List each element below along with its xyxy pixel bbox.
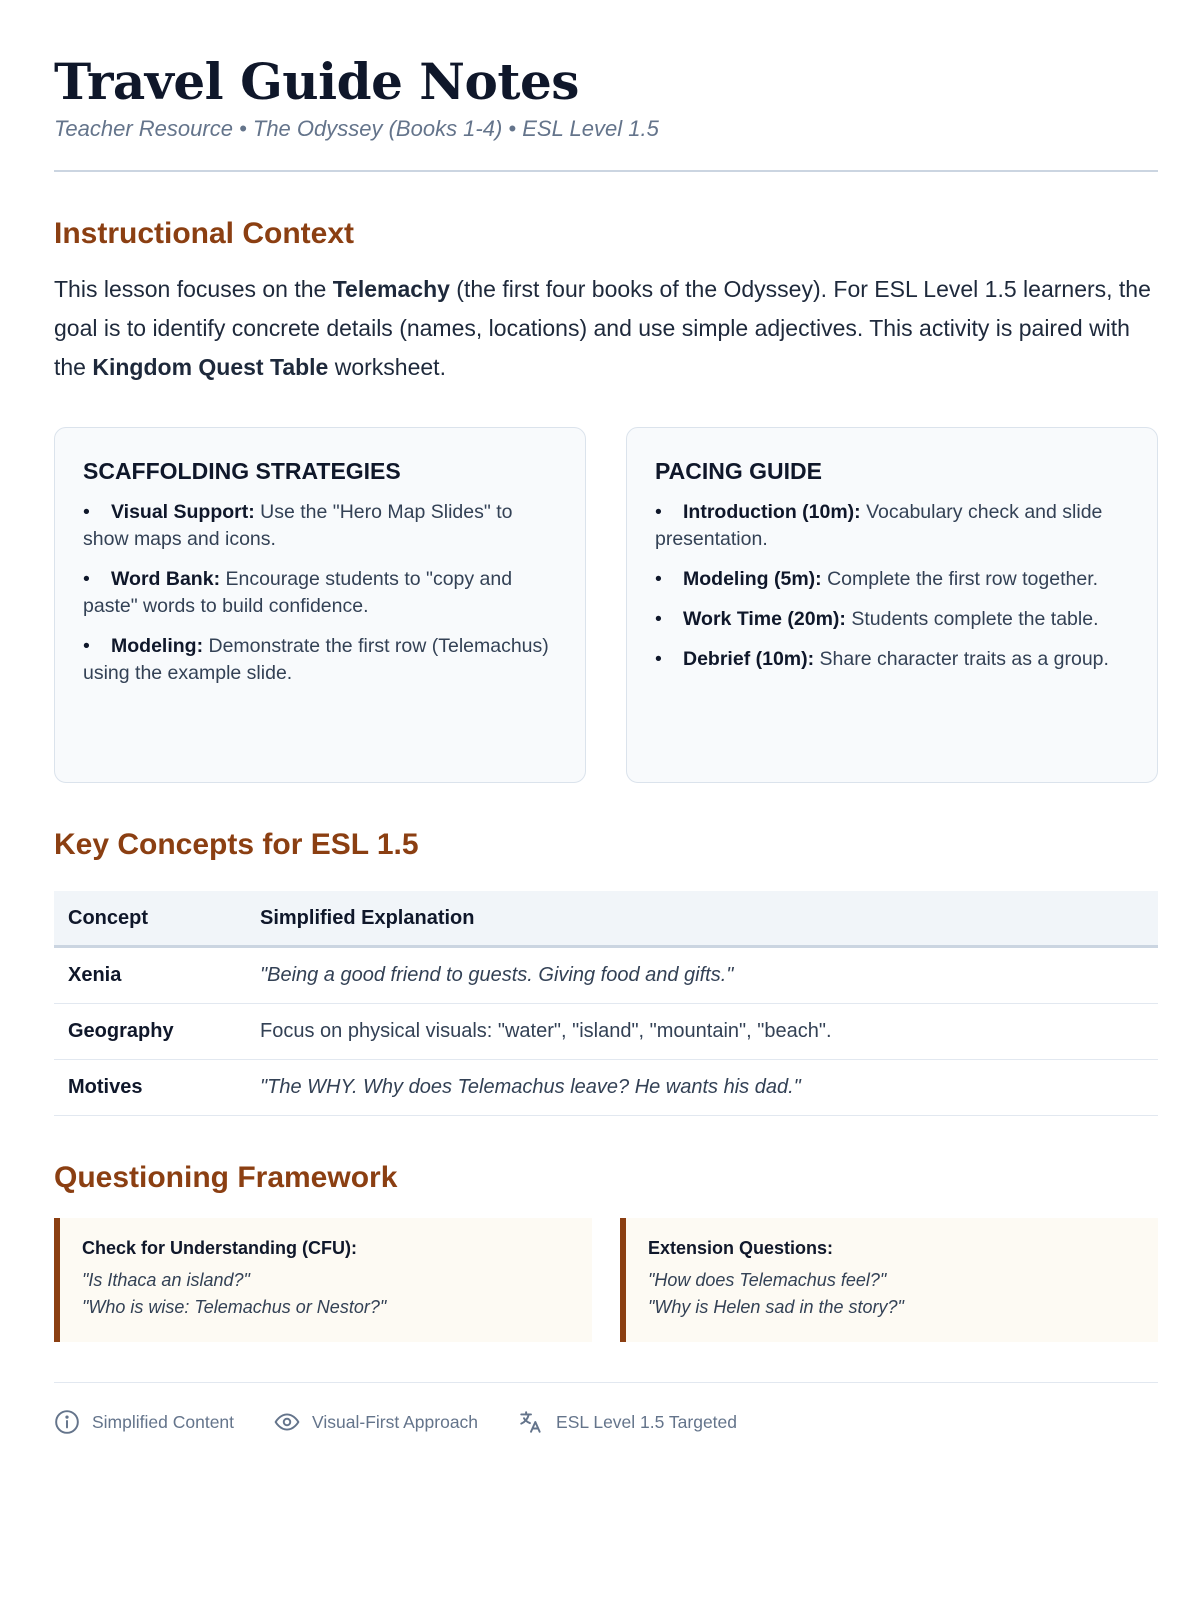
bullet-icon: • — [655, 608, 662, 630]
concept-cell: Geography — [54, 1004, 246, 1060]
item-text: Complete the first row together. — [821, 568, 1099, 590]
context-paragraph — [54, 270, 1158, 387]
item-label: Modeling: — [111, 635, 204, 657]
strategy-cards — [54, 427, 1158, 783]
explanation-cell: "The WHY. Why does Telemachus leave? He wants his dad." — [246, 1060, 1158, 1116]
context-bold-kingdom-quest: Kingdom Quest Table — [92, 354, 329, 380]
page-subtitle: Teacher Resource • The Odyssey (Books 1-4) • ESL Level 1.5 — [54, 116, 659, 141]
document — [54, 0, 1158, 1435]
bullet-icon: • — [655, 501, 662, 523]
cfu-title: Check for Understanding (CFU): — [82, 1238, 358, 1258]
context-bold-telemachy: Telemachy — [332, 276, 450, 302]
question-cards — [54, 1218, 1158, 1342]
key-concepts — [54, 827, 1158, 1116]
badge-visual-first — [274, 1409, 478, 1435]
bullet-icon: • — [83, 635, 90, 657]
translate-icon — [518, 1409, 544, 1435]
list-item — [655, 566, 1131, 593]
instructional-context — [54, 216, 1158, 387]
badge-label: ESL Level 1.5 Targeted — [556, 1411, 738, 1432]
badge-label: Simplified Content — [92, 1411, 235, 1432]
column-header-explanation: Simplified Explanation — [246, 891, 1158, 947]
page-title: Travel Guide Notes — [54, 52, 579, 111]
item-text: Share character traits as a group. — [814, 648, 1109, 670]
item-text: Encourage students to "copy and paste" words to build confidence. — [83, 568, 513, 617]
eye-icon — [274, 1409, 300, 1435]
item-label: Word Bank: — [111, 568, 221, 590]
list-item — [655, 646, 1131, 673]
context-text-1: This lesson focuses on the — [54, 276, 333, 302]
section-heading-concepts: Key Concepts for ESL 1.5 — [54, 828, 419, 861]
document-header — [54, 52, 1158, 172]
table-row — [54, 947, 1158, 1004]
footer-badges — [54, 1382, 1158, 1435]
item-label: Modeling (5m): — [683, 568, 822, 590]
cfu-card — [54, 1218, 592, 1342]
title-divider — [54, 170, 1158, 172]
table-row — [54, 1060, 1158, 1116]
list-item — [655, 499, 1131, 553]
list-item — [83, 633, 559, 687]
extension-card — [620, 1218, 1158, 1342]
table-row — [54, 1004, 1158, 1060]
badge-simplified — [54, 1409, 234, 1435]
table-header-row — [54, 891, 1158, 947]
scaffolding-list — [83, 499, 559, 687]
extension-title: Extension Questions: — [648, 1238, 834, 1258]
question-line: "How does Telemachus feel?" — [648, 1270, 887, 1290]
bullet-icon: • — [83, 568, 90, 590]
questioning-framework — [54, 1160, 1158, 1342]
badge-esl-targeted — [518, 1409, 737, 1435]
scaffolding-card — [54, 427, 586, 783]
scaffolding-title: SCAFFOLDING STRATEGIES — [83, 458, 401, 484]
concepts-table — [54, 891, 1158, 1116]
question-line: "Why is Helen sad in the story?" — [648, 1297, 904, 1317]
item-label: Work Time (20m): — [683, 608, 846, 630]
item-text: Vocabulary check and slide presentation. — [655, 501, 1103, 550]
list-item — [83, 499, 559, 553]
section-heading-context: Instructional Context — [54, 217, 355, 250]
item-label: Debrief (10m): — [683, 648, 815, 670]
bullet-icon: • — [655, 568, 662, 590]
pacing-list — [655, 499, 1131, 673]
bullet-icon: • — [655, 648, 662, 670]
question-line: "Is Ithaca an island?" — [82, 1270, 250, 1290]
list-item — [83, 566, 559, 620]
pacing-card — [626, 427, 1158, 783]
explanation-cell: Focus on physical visuals: "water", "island", "mountain", "beach". — [246, 1004, 1158, 1060]
concept-cell: Motives — [54, 1060, 246, 1116]
info-icon — [54, 1409, 80, 1435]
item-text: Use the "Hero Map Slides" to show maps and icons. — [83, 501, 513, 550]
badge-label: Visual-First Approach — [312, 1411, 479, 1432]
column-header-concept: Concept — [54, 891, 246, 947]
context-text-3: worksheet. — [328, 354, 446, 380]
concept-cell: Xenia — [54, 947, 246, 1004]
context-text-2: (the first four books of the Odyssey). For ESL Level 1.5 learners, the goal is to identify concrete details (names, locations) and use simple adjectives. This activity is paired with the — [54, 276, 1151, 380]
question-line: "Who is wise: Telemachus or Nestor?" — [82, 1297, 387, 1317]
explanation-cell: "Being a good friend to guests. Giving food and gifts." — [246, 947, 1158, 1004]
item-text: Demonstrate the first row (Telemachus) using the example slide. — [83, 635, 549, 684]
item-text: Students complete the table. — [845, 608, 1099, 630]
pacing-title: PACING GUIDE — [655, 458, 822, 484]
list-item — [655, 606, 1131, 633]
item-label: Visual Support: — [111, 501, 255, 523]
bullet-icon: • — [83, 501, 90, 523]
section-heading-questions: Questioning Framework — [54, 1161, 398, 1194]
item-label: Introduction (10m): — [683, 501, 861, 523]
